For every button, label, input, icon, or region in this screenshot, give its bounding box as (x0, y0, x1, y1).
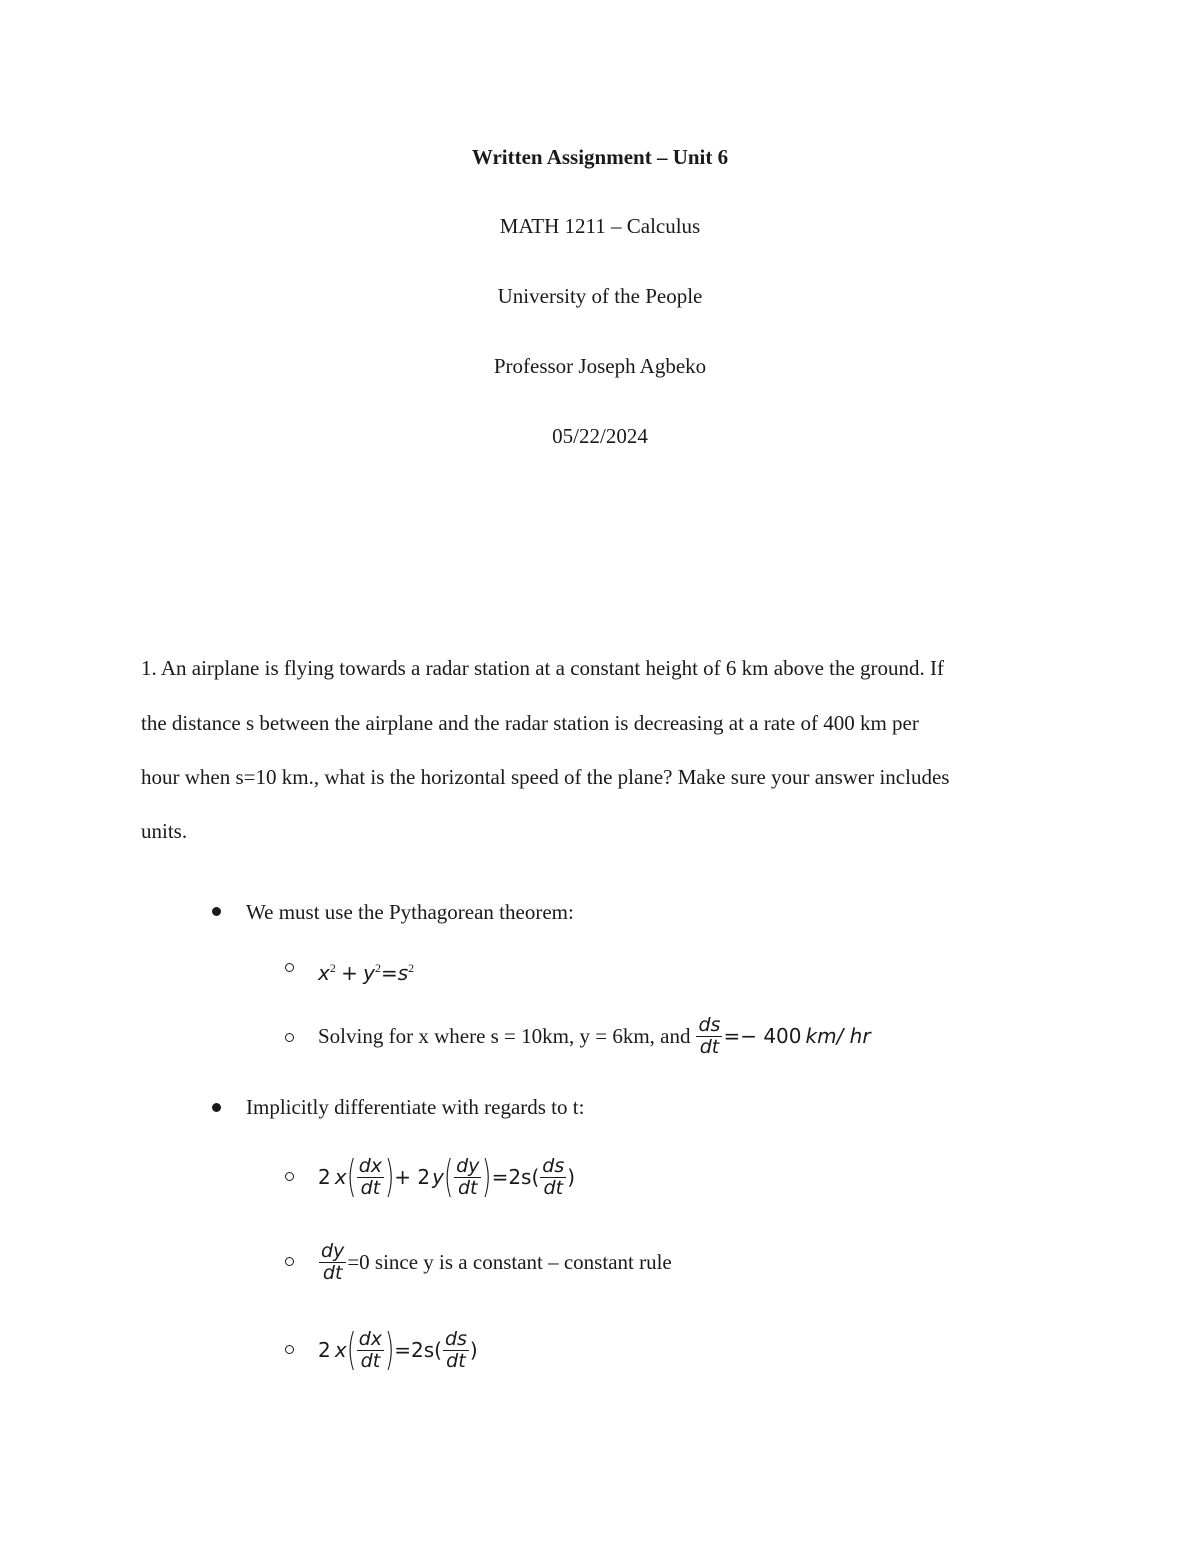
solve-units: km/ hr (805, 1024, 871, 1048)
sub-bullet-icon (285, 1033, 294, 1042)
eq-y: y (363, 961, 375, 985)
frac-den: dt (699, 1035, 720, 1058)
fraction-dy-dt (454, 1156, 481, 1199)
coef: 2 (318, 1338, 331, 1362)
step-pythagorean: We must use the Pythagorean theorem: (246, 900, 574, 924)
frac-den: dt (446, 1349, 466, 1372)
rhs: =2s( (491, 1165, 540, 1189)
var-x: x (334, 1338, 347, 1362)
sub-bullet-icon (285, 1345, 294, 1354)
fraction-ds-dt (696, 1015, 722, 1058)
frac-num: ds (698, 1013, 721, 1036)
eq-s: s (397, 961, 409, 985)
bullet-icon (212, 1103, 221, 1112)
eq-plus: + (341, 961, 358, 985)
fraction-ds-dt (443, 1329, 469, 1372)
derivative-constant (318, 1236, 672, 1288)
fraction-dx-dt (357, 1329, 384, 1372)
frac-den: dt (543, 1176, 564, 1199)
coef: 2 (318, 1165, 331, 1189)
paren-open: ( (443, 1151, 454, 1202)
frac-num: dy (321, 1239, 345, 1262)
frac-den: dt (360, 1176, 381, 1199)
rhs-close: ) (469, 1338, 478, 1362)
var-x: x (334, 1165, 347, 1189)
plus-term: + 2 (394, 1165, 431, 1189)
exp-s: 2 (408, 961, 415, 975)
solve-statement (318, 1010, 871, 1062)
sub-bullet-icon (285, 963, 294, 972)
question-line-2: the distance s between the airplane and the radar station is decreasing at a rate of 400 km per (141, 711, 919, 735)
date: 05/22/2024 (552, 424, 648, 448)
exp-x: 2 (329, 961, 336, 975)
bullet-icon (212, 907, 221, 916)
derivative-equation-2 (318, 1322, 478, 1378)
sub-bullet-icon (285, 1257, 294, 1266)
paren-close: ) (384, 1324, 395, 1375)
frac-num: dx (358, 1154, 383, 1177)
exp-y: 2 (374, 961, 381, 975)
rhs-close: ) (567, 1165, 576, 1189)
fraction-dx-dt (357, 1156, 384, 1199)
frac-den: dt (457, 1176, 478, 1199)
frac-den: dt (360, 1349, 381, 1372)
var-y: y (432, 1165, 444, 1189)
paren-close: ) (384, 1151, 395, 1202)
fraction-dy-dt (319, 1241, 346, 1284)
university-name: University of the People (497, 284, 703, 308)
sub-bullet-icon (285, 1172, 294, 1181)
question-line-4: units. (141, 819, 188, 843)
solve-text: Solving for x where s = 10km, y = 6km, and (318, 1024, 691, 1048)
paren-close: ) (482, 1151, 492, 1202)
page-title: Written Assignment – Unit 6 (471, 145, 729, 169)
course-name: MATH 1211 – Calculus (499, 214, 701, 238)
frac-num: dx (358, 1327, 383, 1350)
solve-value: =− 400 (723, 1024, 802, 1048)
frac-num: ds (444, 1327, 467, 1350)
derivative-equation-1 (318, 1149, 575, 1205)
constant-rule-text: =0 since y is a constant – constant rule (347, 1250, 672, 1274)
frac-num: dy (456, 1154, 480, 1177)
step-differentiate: Implicitly differentiate with regards to t: (246, 1095, 585, 1119)
eq-x: x (318, 961, 330, 985)
eq-equals: = (380, 961, 398, 985)
paren-open: ( (346, 1151, 356, 1202)
professor-name: Professor Joseph Agbeko (493, 354, 707, 378)
frac-den: dt (322, 1261, 343, 1284)
frac-num: ds (542, 1154, 565, 1177)
pythagorean-equation (318, 955, 414, 986)
rhs: =2s( (394, 1338, 442, 1362)
fraction-ds-dt (540, 1156, 566, 1199)
question-line-3: hour when s=10 km., what is the horizontal speed of the plane? Make sure your answer includes (141, 765, 950, 789)
paren-open: ( (346, 1324, 356, 1375)
question-line-1: 1. An airplane is flying towards a radar station at a constant height of 6 km above the ground. If (141, 656, 945, 680)
